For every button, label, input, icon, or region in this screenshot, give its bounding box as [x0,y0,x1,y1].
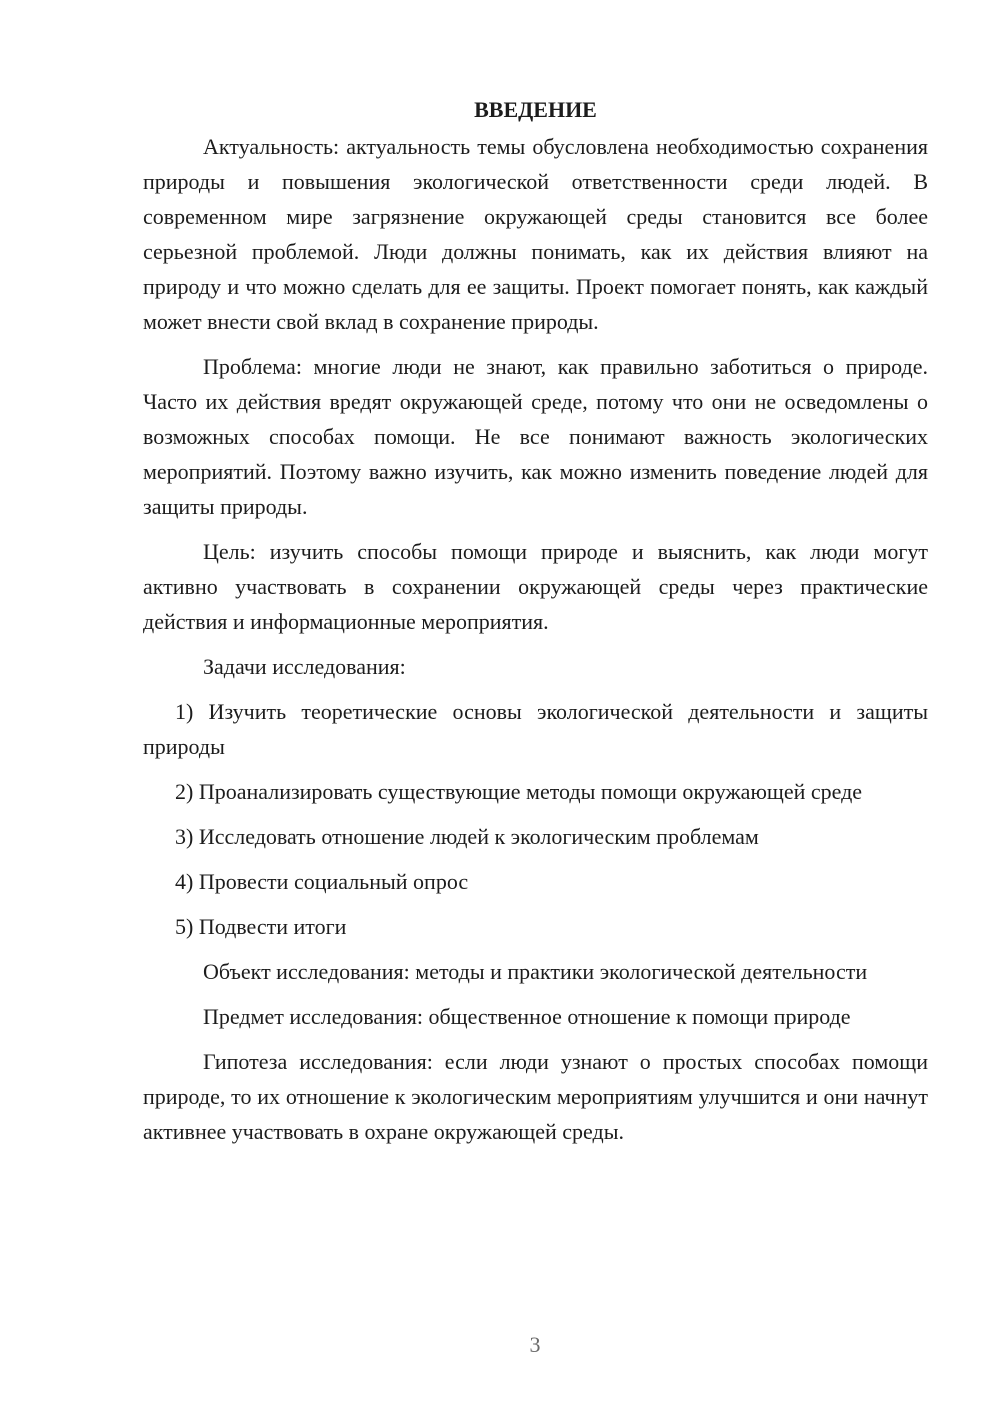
tasks-heading: Задачи исследования: [203,654,406,679]
task-item-1: 1) Изучить теоретические основы экологической деятельности и защиты природы [143,699,928,759]
object-paragraph: Объект исследования: методы и практики экологической деятельности [203,959,868,984]
subject-paragraph: Предмет исследования: общественное отношение к помощи природе [203,1004,851,1029]
hypothesis-paragraph: Гипотеза исследования: если люди узнают о простых способах помощи природе, то их отношение к экологическим мероприятиям улучшится и они начнут активнее участвовать в охране окружающей среды. [143,1049,928,1144]
goal-paragraph: Цель: изучить способы помощи природе и выяснить, как люди могут активно участвовать в сохранении окружающей среды через практические действия и информационные мероприятия. [143,539,928,634]
task-item-2: 2) Проанализировать существующие методы помощи окружающей среде [175,779,863,804]
task-item-5: 5) Подвести итоги [175,914,347,939]
document-page [143,92,928,1159]
section-title: ВВЕДЕНИЕ [474,97,597,122]
problem-paragraph: Проблема: многие люди не знают, как правильно заботиться о природе. Часто их действия вредят окружающей среде, потому что они не осведомлены о возможных способах помощи. Не все понимают важность экологических мероприятий. Поэтому важно изучить, как можно изменить поведение людей для защиты природы. [143,354,928,519]
task-item-4: 4) Провести социальный опрос [175,869,469,894]
page-number: 3 [529,1332,541,1357]
task-item-3: 3) Исследовать отношение людей к экологическим проблемам [175,824,759,849]
relevance-paragraph: Актуальность: актуальность темы обусловлена необходимостью сохранения природы и повышения экологической ответственности среди людей. В современном мире загрязнение окружающей среды становится все более серьезной проблемой. Люди должны понимать, как их действия влияют на природу и что можно сделать для ее защиты. Проект помогает понять, как каждый может внести свой вклад в сохранение природы. [143,134,928,334]
